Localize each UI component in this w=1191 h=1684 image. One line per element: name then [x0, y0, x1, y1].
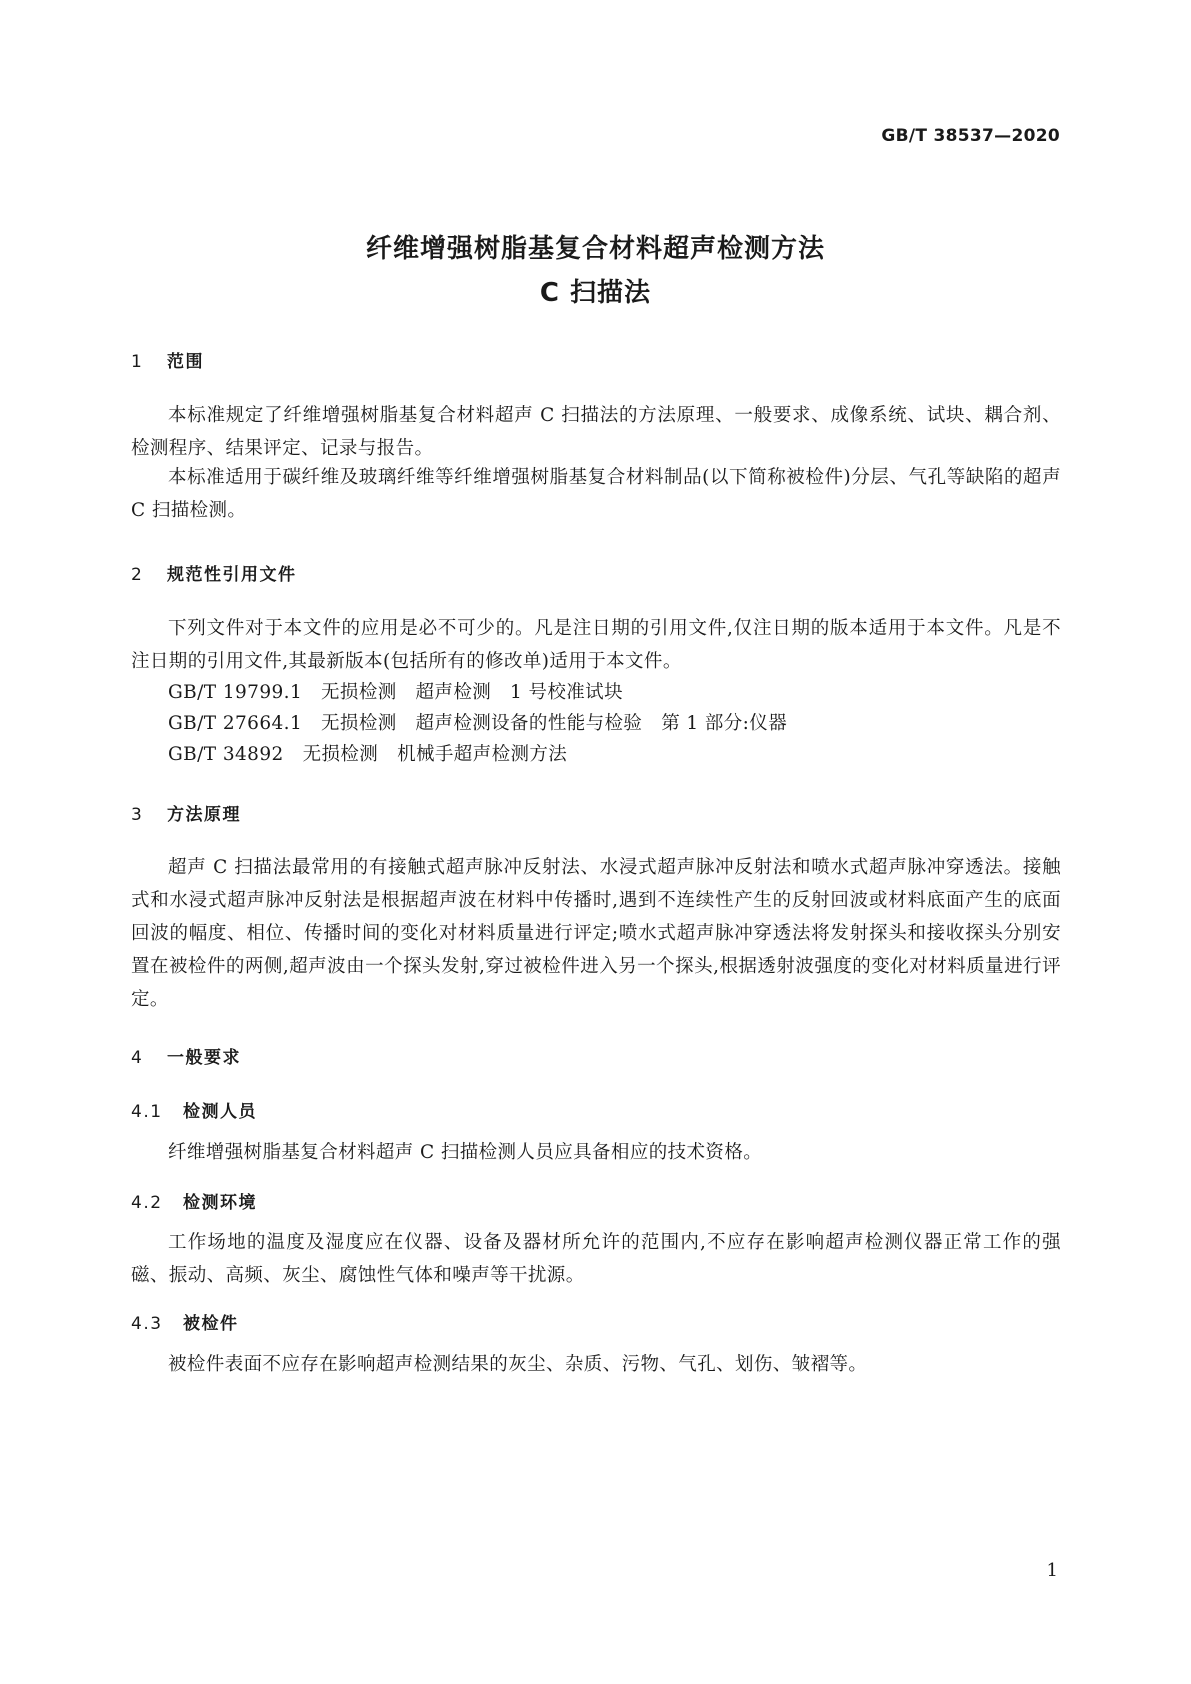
section-heading-1 — [131, 347, 204, 372]
subsection-title: 检测人员 — [183, 1102, 257, 1122]
standard-code: GB/T 38537—2020 — [881, 126, 1060, 146]
section-number: 3 — [131, 805, 144, 825]
section-heading-4 — [131, 1043, 241, 1068]
document-subtitle: C 扫描法 — [539, 278, 652, 308]
subsection-number: 4.3 — [131, 1314, 163, 1334]
paragraph: 被检件表面不应存在影响超声检测结果的灰尘、杂质、污物、气孔、划伤、皱褶等。 — [168, 1354, 868, 1375]
subsection-number: 4.2 — [131, 1193, 163, 1213]
paragraph: 纤维增强树脂基复合材料超声 C 扫描检测人员应具备相应的技术资格。 — [168, 1142, 763, 1163]
paragraph: 超声 C 扫描法最常用的有接触式超声脉冲反射法、水浸式超声脉冲反射法和喷水式超声脉冲穿透法。接触式和水浸式超声脉冲反射法是根据超声波在材料中传播时,遇到不连续性产生的反射回波或材料底面产生的底面回波的幅度、相位、传播时间的变化对材料质量进行评定;喷水式超声脉冲穿透法将发射探头和接收探头分别安置在被检件的两侧,超声波由一个探头发射,穿过被检件进入另一个探头,根据透射波强度的变化对材料质量进行评定。 — [131, 857, 1061, 1010]
subsection-title: 被检件 — [183, 1314, 239, 1334]
subsection-heading-4-2 — [131, 1188, 257, 1213]
paragraph: 本标准适用于碳纤维及玻璃纤维等纤维增强树脂基复合材料制品(以下简称被检件)分层、气孔等缺陷的超声 C 扫描检测。 — [131, 467, 1061, 521]
paragraph: 本标准规定了纤维增强树脂基复合材料超声 C 扫描法的方法原理、一般要求、成像系统、试块、耦合剂、检测程序、结果评定、记录与报告。 — [131, 405, 1061, 459]
subsection-heading-4-3 — [131, 1309, 239, 1334]
normative-reference: GB/T 27664.1 无损检测 超声检测设备的性能与检验 第 1 部分:仪器 — [168, 713, 788, 734]
section-title: 范围 — [167, 352, 204, 372]
page-number: 1 — [1046, 1560, 1058, 1581]
section-heading-2 — [131, 560, 297, 585]
subsection-title: 检测环境 — [183, 1193, 257, 1213]
section-number: 2 — [131, 565, 144, 585]
normative-reference: GB/T 19799.1 无损检测 超声检测 1 号校准试块 — [168, 682, 623, 703]
section-title: 一般要求 — [167, 1048, 241, 1068]
paragraph: 工作场地的温度及湿度应在仪器、设备及器材所允许的范围内,不应存在影响超声检测仪器正常工作的强磁、振动、高频、灰尘、腐蚀性气体和噪声等干扰源。 — [131, 1232, 1061, 1286]
document-title: 纤维增强树脂基复合材料超声检测方法 — [365, 234, 825, 264]
section-number: 4 — [131, 1048, 144, 1068]
paragraph: 下列文件对于本文件的应用是必不可少的。凡是注日期的引用文件,仅注日期的版本适用于本文件。凡是不注日期的引用文件,其最新版本(包括所有的修改单)适用于本文件。 — [131, 618, 1061, 672]
subsection-number: 4.1 — [131, 1102, 163, 1122]
section-number: 1 — [131, 352, 144, 372]
subsection-heading-4-1 — [131, 1097, 257, 1122]
section-title: 方法原理 — [167, 805, 241, 825]
section-heading-3 — [131, 800, 241, 825]
section-title: 规范性引用文件 — [167, 565, 297, 585]
normative-reference: GB/T 34892 无损检测 机械手超声检测方法 — [168, 744, 568, 765]
